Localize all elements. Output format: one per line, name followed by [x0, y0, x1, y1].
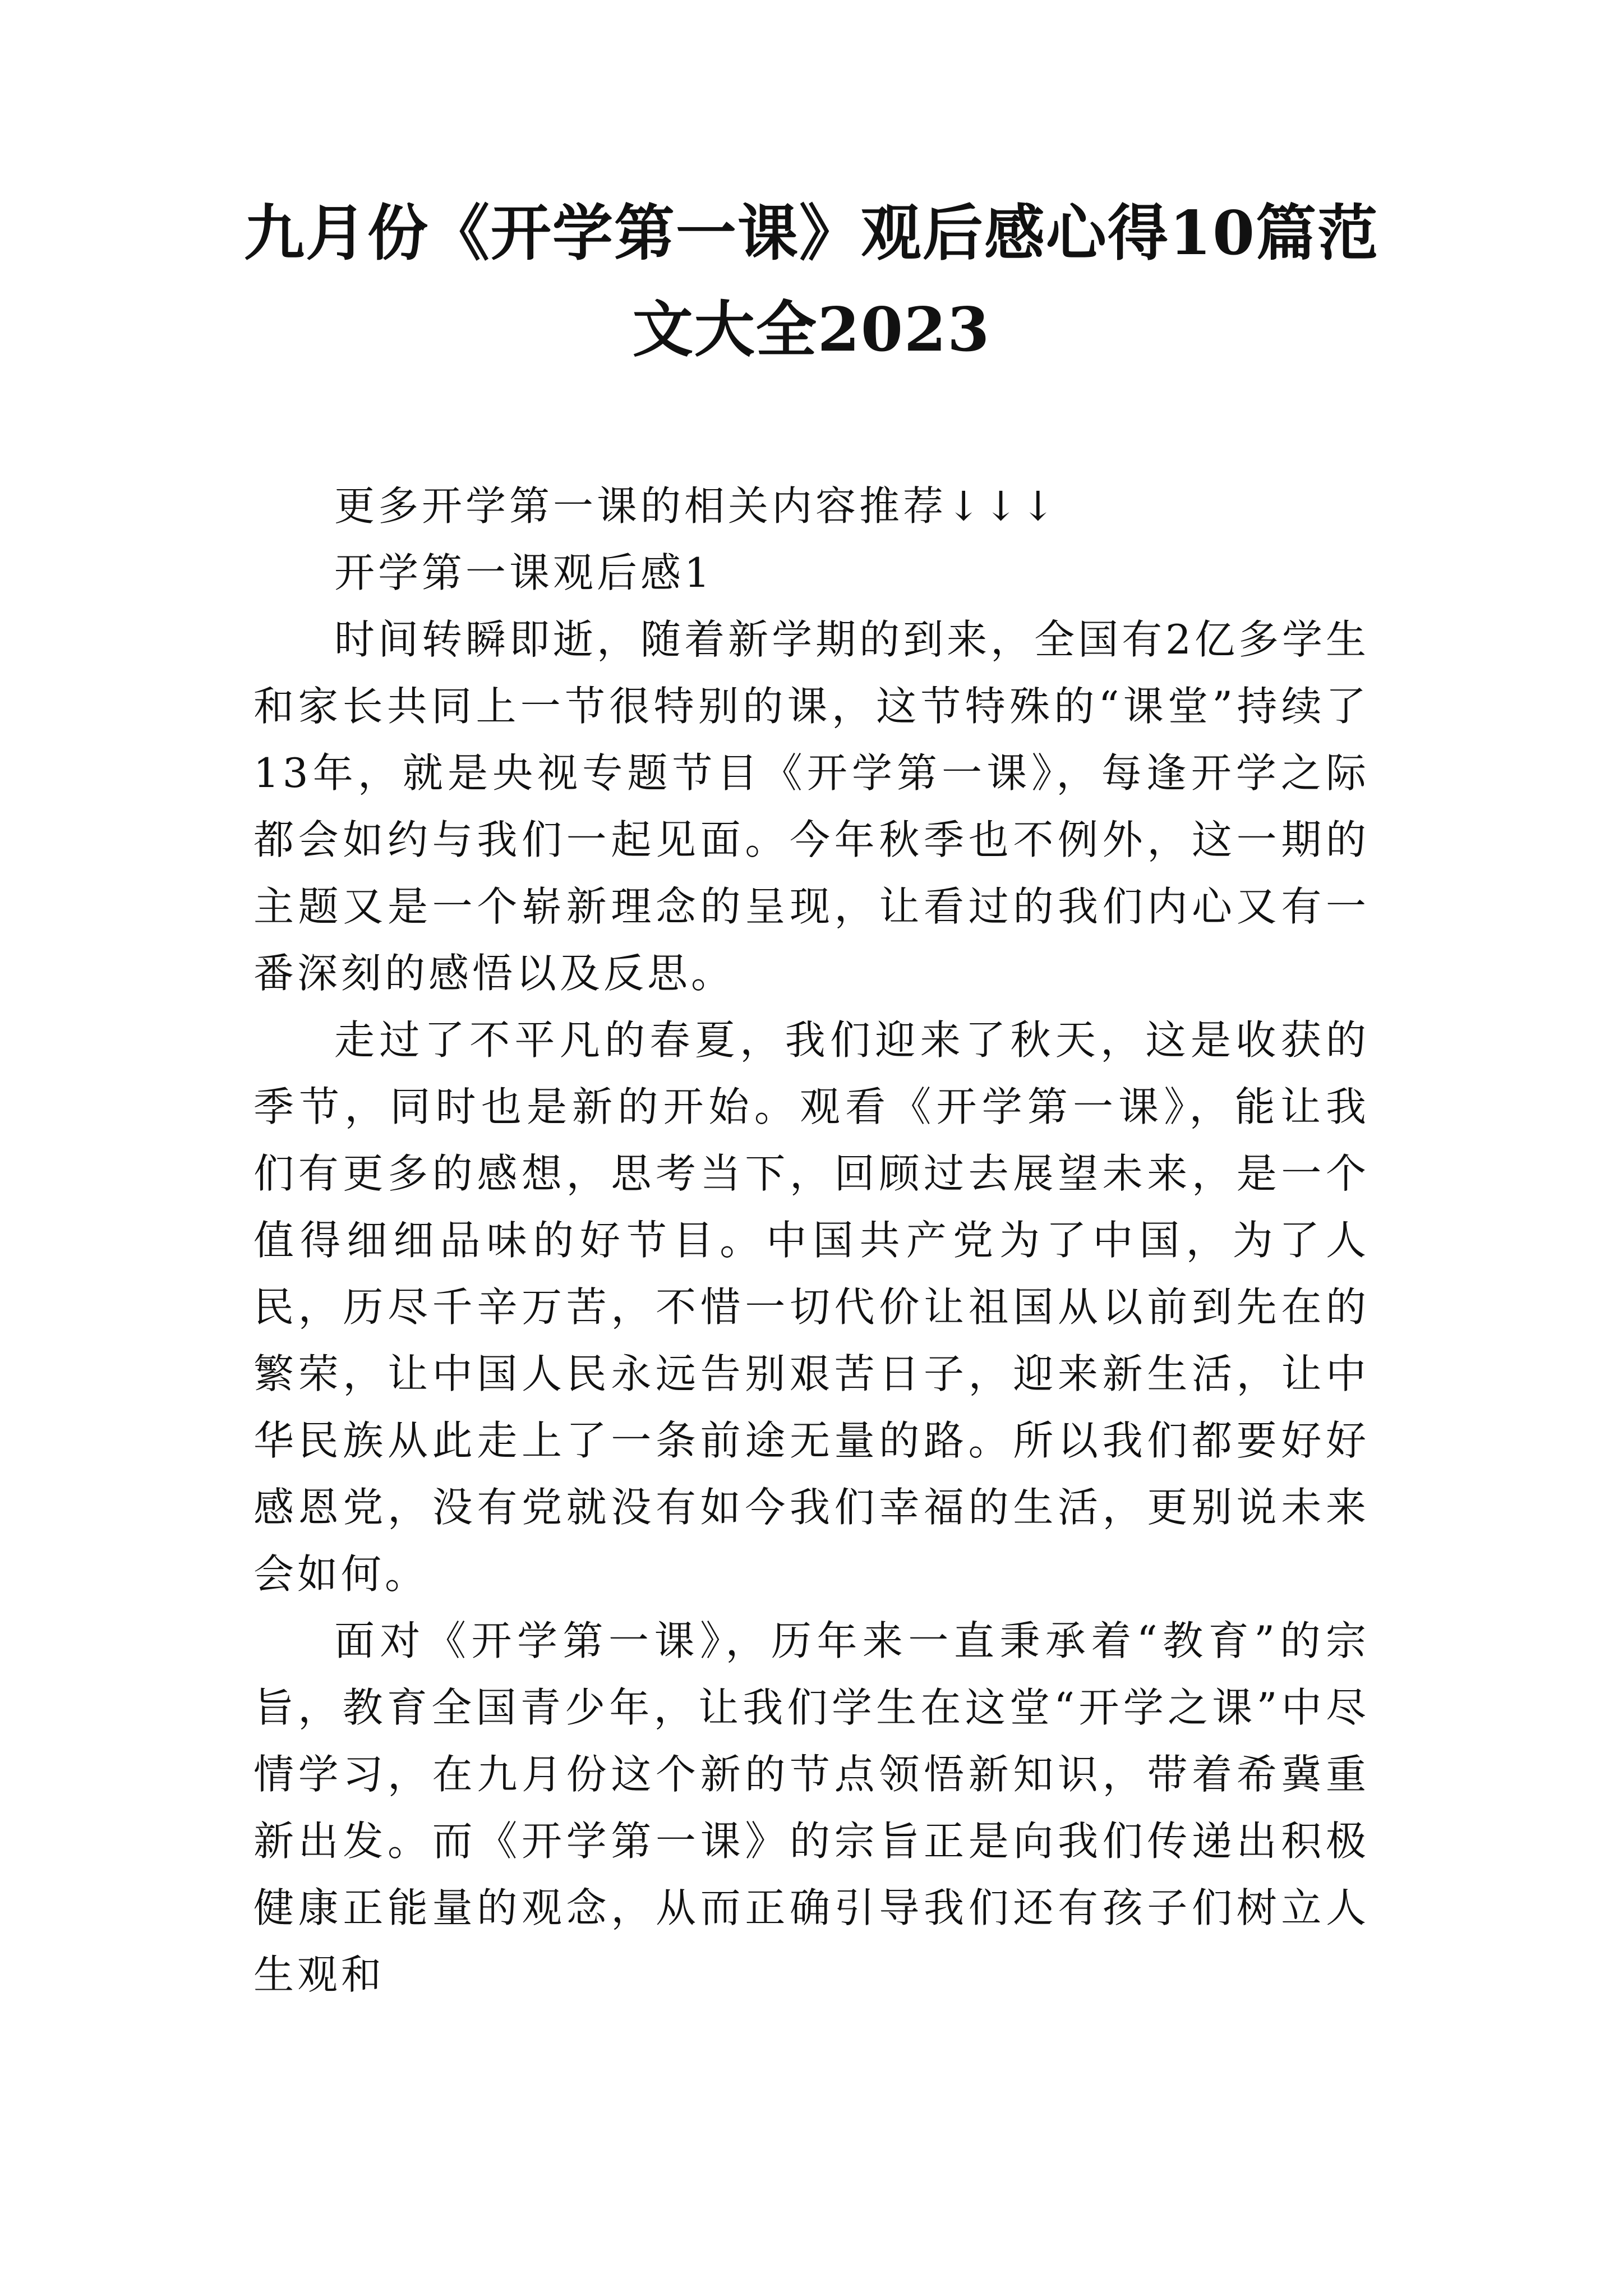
section-heading: 开学第一课观后感1 — [334, 549, 713, 596]
recommendation-line: 更多开学第一课的相关内容推荐↓↓↓ — [334, 482, 1058, 530]
body-paragraph: 面对《开学第一课》，历年来一直秉承着“教育”的宗旨，教育全国青少年，让我们学生在这堂“开学之课”中尽情学习，在九月份这个新的节点领悟新知识，带着希冀重新出发。而《开学第一课》的宗旨正是向我们传递出积极健康正能量的观念，从而正确引导我们还有孩子们树立人生观和 — [253, 1617, 1370, 1998]
body-paragraph: 时间转瞬即逝，随着新学期的到来，全国有2亿多学生和家长共同上一节很特别的课，这节特殊的“课堂”持续了13年，就是央视专题节目《开学第一课》，每逢开学之际都会如约与我们一起见面。今年秋季也不例外，这一期的主题又是一个崭新理念的呈现，让看过的我们内心又有一番深刻的感悟以及反思。 — [253, 616, 1370, 997]
body-paragraph: 走过了不平凡的春夏，我们迎来了秋天，这是收获的季节，同时也是新的开始。观看《开学第一课》，能让我们有更多的感想，思考当下，回顾过去展望未来，是一个值得细细品味的好节目。中国共产党为了中国，为了人民，历尽千辛万苦，不惜一切代价让祖国从以前到先在的繁荣，让中国人民永远告别艰苦日子，迎来新生活，让中华民族从此走上了一条前途无量的路。所以我们都要好好感恩党，没有党就没有如今我们幸福的生活，更别说未来会如何。 — [253, 1016, 1370, 1598]
document-body — [253, 473, 1370, 2008]
document-title: 九月份《开学第一课》观后感心得10篇范 文大全2023 — [243, 198, 1380, 365]
